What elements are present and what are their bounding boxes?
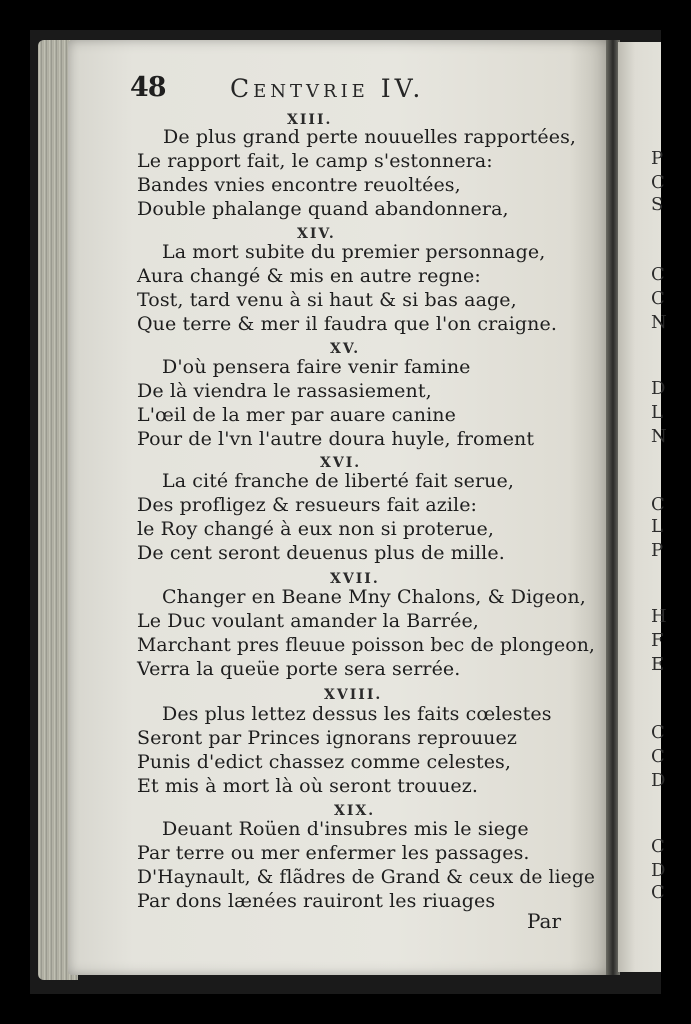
- verse-line: Que terre & mer il faudra que l'on craigne.: [137, 313, 557, 335]
- verse-line: Par terre ou mer enfermer les passages.: [137, 842, 530, 864]
- verse-line: De là viendra le rassasiement,: [137, 380, 432, 402]
- verse-line: Changer en Beane Mny Chalons, & Digeon,: [162, 586, 586, 608]
- facing-letter: L: [651, 402, 663, 423]
- stanza-number: XVII.: [330, 571, 380, 587]
- verse-line: le Roy changé à eux non si proterue,: [137, 518, 494, 540]
- verse-line: Des profligez & resueurs fait azile:: [137, 494, 478, 516]
- verse-line: Aura changé & mis en autre regne:: [137, 265, 481, 287]
- verse-line: D'où pensera faire venir famine: [162, 356, 471, 378]
- stanza-number: XIV.: [297, 226, 336, 242]
- facing-letter: N: [651, 426, 667, 447]
- verse-line: Bandes vnies encontre reuoltées,: [137, 174, 461, 196]
- facing-letter: C: [651, 172, 665, 193]
- facing-letter: D: [651, 770, 666, 791]
- facing-letter: E: [651, 654, 665, 675]
- facing-letter: P: [651, 148, 664, 169]
- facing-letter: H: [651, 606, 667, 627]
- facing-letter: D: [651, 860, 666, 881]
- verse-line: Deuant Roüen d'insubres mis le siege: [162, 818, 529, 840]
- facing-letter: N: [651, 312, 667, 333]
- verse-line: Verra la queüe porte sera serrée.: [137, 658, 461, 680]
- facing-letter: S: [651, 194, 664, 215]
- verse-line: La mort subite du premier personnage,: [162, 241, 546, 263]
- stanza-number: XV.: [330, 341, 361, 357]
- facing-letter: C: [651, 722, 665, 743]
- catchword: Par: [527, 909, 562, 933]
- stanza-number: XIX.: [334, 803, 376, 819]
- verse-line: Tost, tard venu à si haut & si bas aage,: [137, 289, 517, 311]
- facing-letter: C: [651, 836, 665, 857]
- verse-line: Pour de l'vn l'autre doura huyle, froment: [137, 428, 535, 450]
- verse-line: De plus grand perte nouuelles rapportées,: [163, 126, 577, 148]
- facing-letter: F: [651, 630, 664, 651]
- facing-letter: C: [651, 882, 665, 903]
- facing-letter: P: [651, 540, 664, 561]
- facing-letter: D: [651, 378, 666, 399]
- verse-line: Marchant pres fleuue poisson bec de plongeon,: [137, 634, 595, 656]
- facing-letter: L: [651, 516, 663, 537]
- stanza-number: XVIII.: [324, 687, 383, 703]
- stanza-number: XIII.: [287, 112, 333, 128]
- verse-line: La cité franche de liberté fait serue,: [162, 470, 514, 492]
- page-number: 48: [130, 72, 166, 103]
- verse-line: D'Haynault, & flãdres de Grand & ceux de liege: [137, 866, 595, 888]
- facing-letter: C: [651, 746, 665, 767]
- verse-line: L'œil de la mer par auare canine: [137, 404, 456, 426]
- verse-line: Des plus lettez dessus les faits cœlestes: [162, 703, 552, 725]
- verse-line: Seront par Princes ignorans reprouuez: [137, 727, 517, 749]
- stanza-number: XVI.: [320, 455, 362, 471]
- facing-letter: C: [651, 288, 665, 309]
- verse-line: Et mis à mort là où seront trouuez.: [137, 775, 479, 797]
- facing-letter: C: [651, 494, 665, 515]
- verse-line: Double phalange quand abandonnera,: [137, 198, 509, 220]
- verse-line: Le Duc voulant amander la Barrée,: [137, 610, 479, 632]
- verse-line: Le rapport fait, le camp s'estonnera:: [137, 150, 493, 172]
- verse-line: Par dons lænées rauiront les riuages: [137, 890, 496, 912]
- verse-line: De cent seront deuenus plus de mille.: [137, 542, 505, 564]
- running-title: Centvrie IV.: [230, 74, 425, 103]
- facing-letter: C: [651, 264, 665, 285]
- verse-line: Punis d'edict chassez comme celestes,: [137, 751, 512, 773]
